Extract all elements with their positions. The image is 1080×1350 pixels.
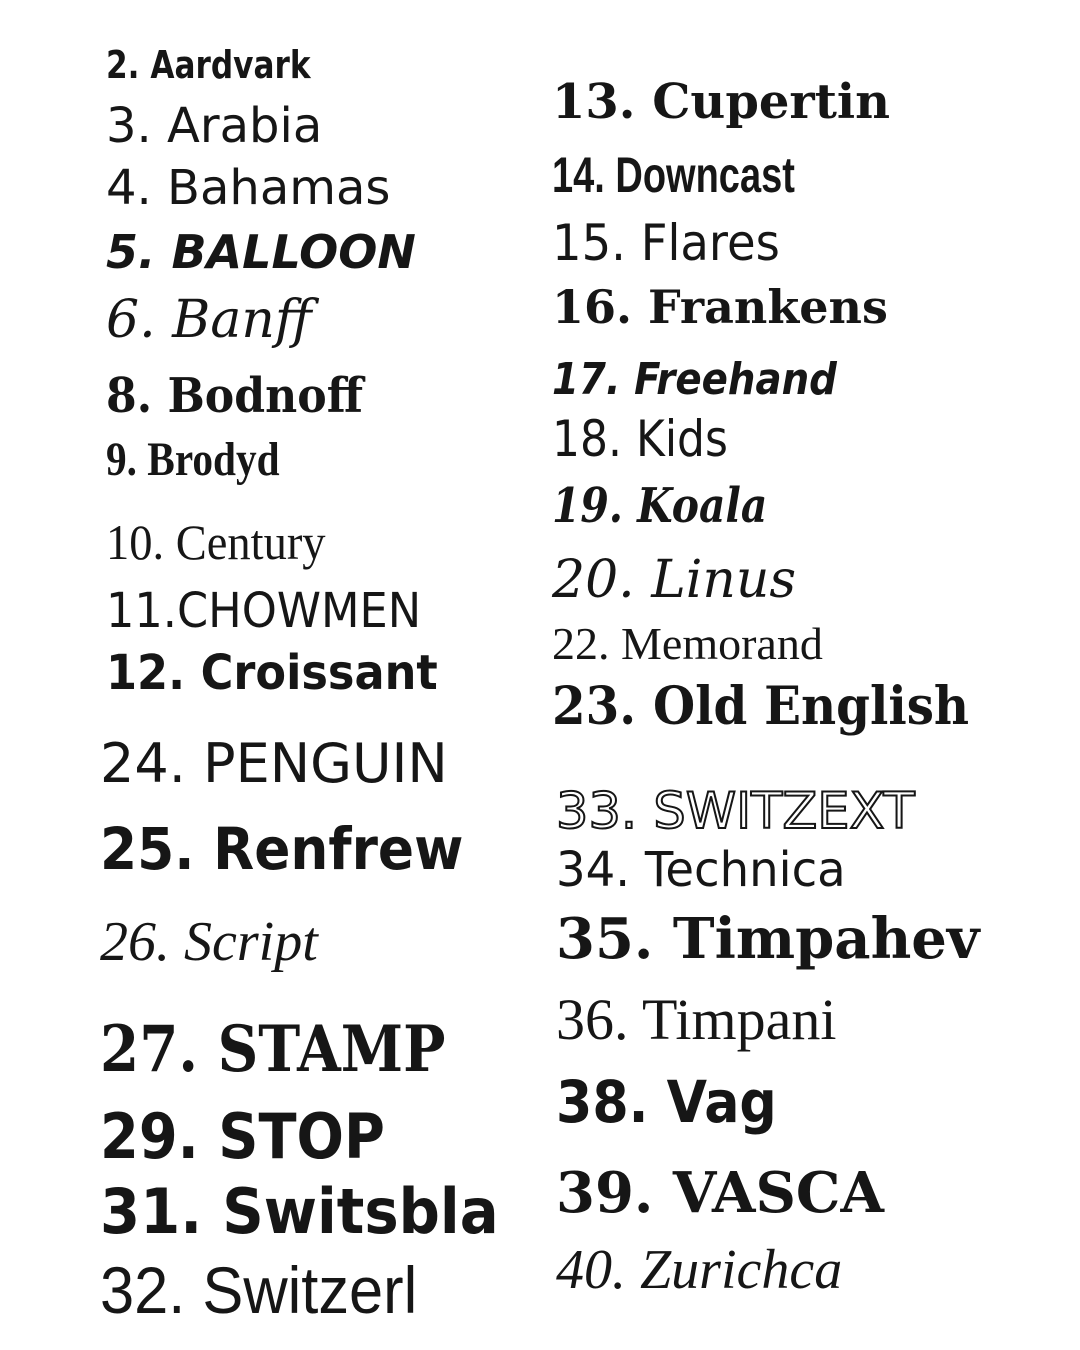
- font-sample-technica: 34. Technica: [556, 842, 846, 898]
- font-sample-stop: 29. STOP: [100, 1100, 385, 1173]
- font-sample-chowmen: 11.CHOWMEN: [106, 583, 422, 639]
- font-sample-freehand: 17. Freehand: [552, 354, 837, 405]
- font-sample-bahamas: 4. Bahamas: [106, 160, 391, 216]
- font-sample-brodyd: 9. Brodyd: [106, 433, 280, 486]
- font-sample-century: 10. Century: [106, 514, 326, 570]
- font-sample-memorand: 22. Memorand: [552, 618, 823, 669]
- font-sample-cupertin: 13. Cupertin: [552, 74, 891, 130]
- font-sample-stamp: 27. STAMP: [100, 1012, 446, 1087]
- font-sample-penguin: 24. PENGUIN: [100, 732, 448, 795]
- font-sample-balloon: 5. BALLOON: [106, 225, 416, 279]
- font-sample-switzerl: 32. Switzerl: [100, 1253, 418, 1327]
- font-sample-script: 26. Script: [100, 911, 318, 973]
- font-sample-linus: 20. Linus: [552, 550, 797, 610]
- font-sample-arabia: 3. Arabia: [106, 98, 323, 154]
- font-sample-frankens: 16. Frankens: [552, 280, 888, 334]
- font-sample-timpahev: 35. Timpahev: [556, 906, 980, 972]
- font-sample-kids: 18. Kids: [552, 410, 728, 468]
- font-sample-switsbla: 31. Switsbla: [100, 1175, 499, 1248]
- font-sample-banff: 6. Banff: [106, 290, 312, 350]
- font-sample-bodnoff: 8. Bodnoff: [106, 368, 363, 424]
- font-sample-old-english: 23. Old English: [552, 676, 970, 737]
- font-sample-downcast: 14. Downcast: [552, 147, 795, 203]
- font-sample-switzext: 33. SWITZEXT: [556, 782, 915, 840]
- font-sample-koala: 19. Koala: [552, 478, 768, 534]
- font-sample-aardvark: 2. Aardvark: [106, 43, 311, 87]
- font-sample-zurichca: 40. Zurichca: [556, 1239, 843, 1301]
- font-sample-vasca: 39. VASCA: [556, 1160, 884, 1226]
- font-sample-flares: 15. Flares: [552, 214, 780, 272]
- font-sample-vag: 38. Vag: [556, 1068, 777, 1136]
- font-sample-timpani: 36. Timpani: [556, 987, 837, 1052]
- font-sample-renfrew: 25. Renfrew: [100, 815, 464, 883]
- font-sample-croissant: 12. Croissant: [106, 645, 438, 701]
